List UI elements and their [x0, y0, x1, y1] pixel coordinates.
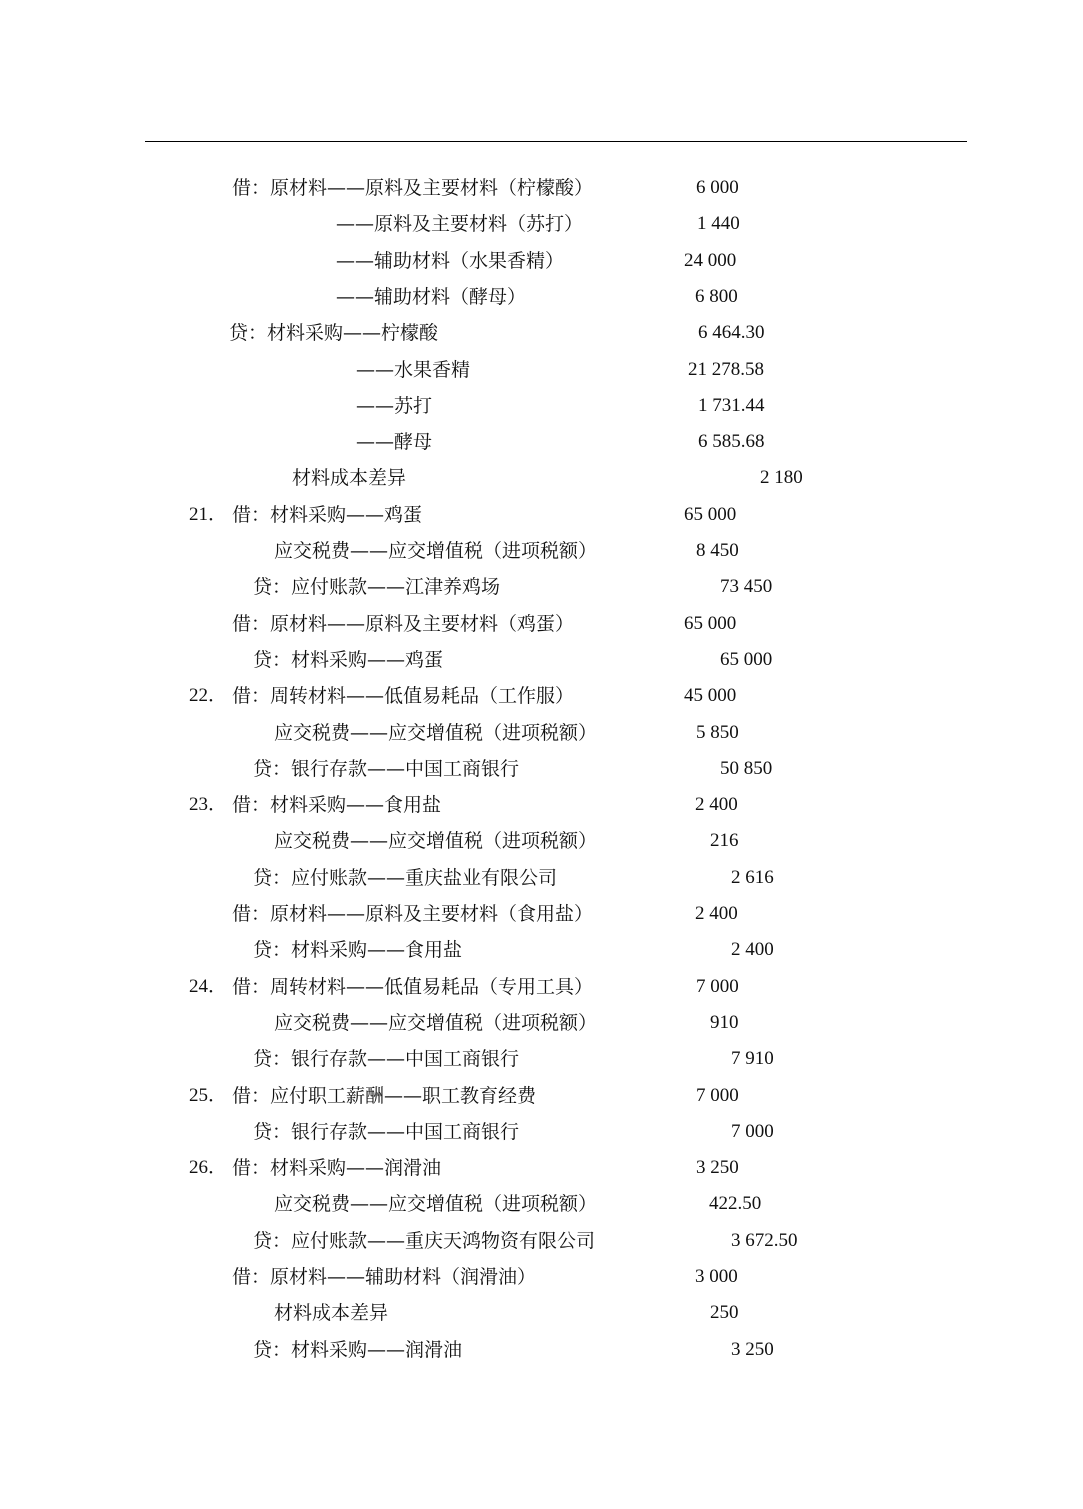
entry-line	[0, 610, 1083, 638]
entry-line	[0, 1009, 1083, 1037]
account-text: 应交税费——应交增值税（进项税额）	[274, 1193, 598, 1215]
account-text: 材料成本差异	[274, 1302, 389, 1324]
account-text: ——辅助材料（水果香精）	[336, 250, 565, 272]
entry-line	[0, 900, 1083, 928]
entry-line	[0, 428, 1083, 456]
entry-amount: 3 250	[731, 1339, 774, 1360]
entry-line	[0, 973, 1083, 1001]
entry-line	[0, 319, 1083, 347]
entry-amount: 73 450	[720, 576, 773, 597]
entry-line	[0, 1045, 1083, 1073]
account-text: ——辅助材料（酵母）	[336, 286, 527, 308]
account-text: 借：原材料——原料及主要材料（食用盐）	[232, 903, 594, 925]
entry-amount: 7 000	[696, 976, 739, 997]
entry-line	[0, 1299, 1083, 1327]
entry-line	[0, 1263, 1083, 1291]
entry-amount: 3 000	[695, 1266, 738, 1287]
entry-amount: 1 731.44	[698, 395, 765, 416]
entry-amount: 2 400	[695, 903, 738, 924]
entry-amount: 2 400	[695, 794, 738, 815]
account-text: 贷：材料采购——食用盐	[253, 939, 463, 961]
account-text: 贷：银行存款——中国工商银行	[253, 1121, 520, 1143]
account-text: 应交税费——应交增值税（进项税额）	[274, 722, 598, 744]
account-text: ——酵母	[356, 431, 433, 453]
entry-line	[0, 791, 1083, 819]
entry-amount: 6 000	[696, 177, 739, 198]
entry-line	[0, 682, 1083, 710]
account-text: 贷：银行存款——中国工商银行	[253, 1048, 520, 1070]
account-text: 应交税费——应交增值税（进项税额）	[274, 540, 598, 562]
account-text: 贷：材料采购——柠檬酸	[229, 322, 439, 344]
account-text: 借：周转材料——低值易耗品（工作服）	[232, 685, 575, 707]
entry-amount: 65 000	[720, 649, 773, 670]
entry-amount: 250	[710, 1302, 739, 1323]
account-text: 贷：应付账款——重庆天鸿物资有限公司	[253, 1230, 596, 1252]
entry-number: 24．	[189, 976, 228, 997]
account-text: ——原料及主要材料（苏打）	[336, 213, 584, 235]
entry-line	[0, 464, 1083, 492]
entry-number: 23．	[189, 794, 228, 815]
entry-line	[0, 174, 1083, 202]
account-text: 贷：应付账款——重庆盐业有限公司	[253, 867, 558, 889]
entry-line	[0, 573, 1083, 601]
account-text: 贷：材料采购——润滑油	[253, 1339, 463, 1361]
entry-amount: 7 000	[696, 1085, 739, 1106]
entry-line	[0, 827, 1083, 855]
entry-number: 26．	[189, 1157, 228, 1178]
entry-line	[0, 936, 1083, 964]
entry-amount: 910	[710, 1012, 739, 1033]
entry-amount: 50 850	[720, 758, 773, 779]
entry-amount: 3 250	[696, 1157, 739, 1178]
entry-number: 21．	[189, 504, 228, 525]
account-text: 借：材料采购——润滑油	[232, 1157, 442, 1179]
entry-amount: 6 800	[695, 286, 738, 307]
account-text: 借：材料采购——食用盐	[232, 794, 442, 816]
entry-line	[0, 1118, 1083, 1146]
entry-line	[0, 392, 1083, 420]
account-text: 贷：材料采购——鸡蛋	[253, 649, 444, 671]
entry-amount: 8 450	[696, 540, 739, 561]
entry-amount: 2 180	[760, 467, 803, 488]
account-text: 借：原材料——原料及主要材料（鸡蛋）	[232, 613, 575, 635]
entry-line	[0, 1336, 1083, 1364]
account-text: 借：原材料——辅助材料（润滑油）	[232, 1266, 537, 1288]
entry-line	[0, 646, 1083, 674]
entry-line	[0, 1190, 1083, 1218]
entry-amount: 2 616	[731, 867, 774, 888]
entry-number: 25．	[189, 1085, 228, 1106]
entry-amount: 2 400	[731, 939, 774, 960]
entry-amount: 65 000	[684, 504, 737, 525]
account-text: 借：周转材料——低值易耗品（专用工具）	[232, 976, 594, 998]
entry-amount: 216	[710, 830, 739, 851]
entry-number: 22．	[189, 685, 228, 706]
entry-line	[0, 864, 1083, 892]
account-text: ——水果香精	[356, 359, 471, 381]
account-text: 借：原材料——原料及主要材料（柠檬酸）	[232, 177, 594, 199]
entry-amount: 65 000	[684, 613, 737, 634]
account-text: 贷：应付账款——江津养鸡场	[253, 576, 501, 598]
account-text: 材料成本差异	[292, 467, 407, 489]
account-text: 借：材料采购——鸡蛋	[232, 504, 423, 526]
account-text: ——苏打	[356, 395, 433, 417]
account-text: 应交税费——应交增值税（进项税额）	[274, 1012, 598, 1034]
entry-line	[0, 1154, 1083, 1182]
entry-line	[0, 719, 1083, 747]
entry-amount: 21 278.58	[688, 359, 764, 380]
entry-amount: 7 000	[731, 1121, 774, 1142]
entry-line	[0, 356, 1083, 384]
entry-amount: 45 000	[684, 685, 737, 706]
entry-amount: 24 000	[684, 250, 737, 271]
entry-amount: 6 585.68	[698, 431, 765, 452]
account-text: 贷：银行存款——中国工商银行	[253, 758, 520, 780]
entry-line	[0, 755, 1083, 783]
account-text: 应交税费——应交增值税（进项税额）	[274, 830, 598, 852]
entry-amount: 422.50	[709, 1193, 762, 1214]
entry-line	[0, 501, 1083, 529]
entry-line	[0, 283, 1083, 311]
entry-line	[0, 1227, 1083, 1255]
entry-line	[0, 247, 1083, 275]
entry-amount: 5 850	[696, 722, 739, 743]
entry-amount: 7 910	[731, 1048, 774, 1069]
entry-amount: 3 672.50	[731, 1230, 798, 1251]
entry-line	[0, 537, 1083, 565]
entry-amount: 6 464.30	[698, 322, 765, 343]
entry-line	[0, 1082, 1083, 1110]
account-text: 借：应付职工薪酬——职工教育经费	[232, 1085, 537, 1107]
entry-line	[0, 210, 1083, 238]
entry-amount: 1 440	[697, 213, 740, 234]
